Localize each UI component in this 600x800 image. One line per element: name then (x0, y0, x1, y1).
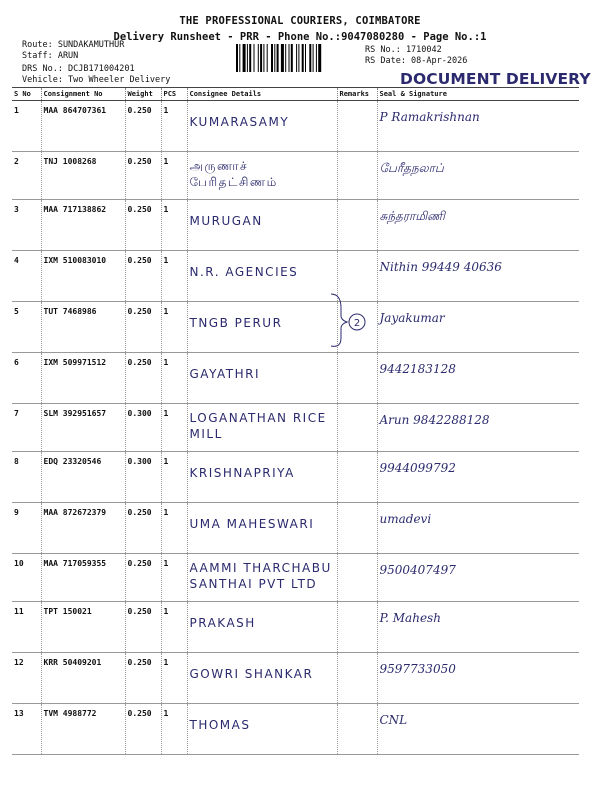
row-consignment-no: MAA 717138862 (41, 200, 125, 251)
row-signature: Jayakumar (377, 302, 579, 353)
rs-number: RS No.: 1710042 (365, 45, 442, 55)
drs-number: DRS No.: DCJB171004201 (22, 64, 135, 74)
row-remarks (337, 353, 377, 404)
row-signature: P Ramakrishnan (377, 101, 579, 152)
row-weight: 0.250 (125, 152, 161, 200)
table-header-row (12, 88, 579, 101)
table-row (12, 302, 579, 353)
row-signature: 9597733050 (377, 653, 579, 704)
rs-date: RS Date: 08-Apr-2026 (365, 56, 468, 66)
row-consignment-no: IXM 509971512 (41, 353, 125, 404)
runsheet-table (12, 87, 579, 755)
row-sno: 1 (12, 101, 41, 152)
col-consignee: Consignee Details (187, 88, 337, 101)
row-remarks (337, 653, 377, 704)
row-pcs: 1 (161, 200, 187, 251)
row-weight: 0.300 (125, 404, 161, 452)
table-row (12, 602, 579, 653)
row-consignment-no: MAA 864707361 (41, 101, 125, 152)
bracket-note: 2 (353, 318, 361, 329)
row-weight: 0.250 (125, 101, 161, 152)
table-row (12, 503, 579, 554)
row-pcs: 1 (161, 404, 187, 452)
table-row (12, 704, 579, 755)
row-remarks (337, 404, 377, 452)
table-row (12, 152, 579, 200)
row-consignment-no: TUT 7468986 (41, 302, 125, 353)
row-signature: 9944099792 (377, 452, 579, 503)
row-sno: 11 (12, 602, 41, 653)
row-weight: 0.300 (125, 452, 161, 503)
row-pcs: 1 (161, 653, 187, 704)
table-row (12, 653, 579, 704)
table-row (12, 554, 579, 602)
row-consignee: AAMMI THARCHABU SANTHAI PVT LTD (187, 554, 337, 602)
row-sno: 12 (12, 653, 41, 704)
row-remarks (337, 200, 377, 251)
row-signature: 9500407497 (377, 554, 579, 602)
row-remarks (337, 503, 377, 554)
row-signature: பேரீதநலாப் (377, 152, 579, 200)
row-consignment-no: TPT 150021 (41, 602, 125, 653)
row-weight: 0.250 (125, 353, 161, 404)
col-pcs: PCS (161, 88, 187, 101)
row-consignment-no: MAA 872672379 (41, 503, 125, 554)
row-pcs: 1 (161, 302, 187, 353)
row-sno: 5 (12, 302, 41, 353)
barcode (236, 44, 358, 72)
row-consignment-no: KRR 50409201 (41, 653, 125, 704)
table-row (12, 200, 579, 251)
col-consignment: Consignment No (41, 88, 125, 101)
row-signature: சுந்தராமிணி (377, 200, 579, 251)
row-remarks (337, 602, 377, 653)
row-signature: umadevi (377, 503, 579, 554)
row-consignee: GOWRI SHANKAR (187, 653, 337, 704)
row-signature: CNL (377, 704, 579, 755)
row-sno: 6 (12, 353, 41, 404)
row-consignee: THOMAS (187, 704, 337, 755)
row-sno: 8 (12, 452, 41, 503)
row-signature: Nithin 99449 40636 (377, 251, 579, 302)
row-sno: 7 (12, 404, 41, 452)
row-consignee: PRAKASH (187, 602, 337, 653)
row-consignment-no: EDQ 23320546 (41, 452, 125, 503)
row-signature: P. Mahesh (377, 602, 579, 653)
row-pcs: 1 (161, 452, 187, 503)
row-consignee: TNGB PERUR (187, 302, 337, 353)
row-sno: 9 (12, 503, 41, 554)
row-weight: 0.250 (125, 704, 161, 755)
row-consignee: N.R. AGENCIES (187, 251, 337, 302)
row-pcs: 1 (161, 152, 187, 200)
row-remarks (337, 554, 377, 602)
row-signature: Arun 9842288128 (377, 404, 579, 452)
row-remarks (337, 152, 377, 200)
row-sno: 4 (12, 251, 41, 302)
runsheet-subtitle: Delivery Runsheet - PRR - Phone No.:9047080280 - Page No.:1 (113, 31, 487, 43)
row-weight: 0.250 (125, 602, 161, 653)
row-pcs: 1 (161, 353, 187, 404)
company-title: THE PROFESSIONAL COURIERS, COIMBATORE (179, 15, 421, 27)
row-consignment-no: IXM 510083010 (41, 251, 125, 302)
row-pcs: 1 (161, 554, 187, 602)
row-consignee: MURUGAN (187, 200, 337, 251)
row-pcs: 1 (161, 101, 187, 152)
row-sno: 2 (12, 152, 41, 200)
staff-label: Staff: ARUN (22, 51, 79, 61)
table-row (12, 101, 579, 152)
row-pcs: 1 (161, 602, 187, 653)
row-remarks (337, 101, 377, 152)
row-consignment-no: TNJ 1008268 (41, 152, 125, 200)
row-sno: 10 (12, 554, 41, 602)
row-consignee: KUMARASAMY (187, 101, 337, 152)
document-delivery-stamp: DOCUMENT DELIVERY (400, 70, 591, 88)
table-row (12, 404, 579, 452)
row-sno: 13 (12, 704, 41, 755)
row-weight: 0.250 (125, 554, 161, 602)
row-weight: 0.250 (125, 251, 161, 302)
row-consignment-no: MAA 717059355 (41, 554, 125, 602)
row-consignee: அருணாச் பேரிதட்சிணம் (187, 152, 337, 200)
row-remarks (337, 452, 377, 503)
table-row (12, 251, 579, 302)
row-pcs: 1 (161, 503, 187, 554)
table-row (12, 452, 579, 503)
col-weight: Weight (125, 88, 161, 101)
row-weight: 0.250 (125, 653, 161, 704)
row-consignment-no: SLM 392951657 (41, 404, 125, 452)
row-remarks (337, 704, 377, 755)
col-sno: S No (12, 88, 41, 101)
row-pcs: 1 (161, 704, 187, 755)
row-consignment-no: TVM 4988772 (41, 704, 125, 755)
table-row (12, 353, 579, 404)
route-label: Route: SUNDAKAMUTHUR (22, 40, 125, 50)
col-signature: Seal & Signature (377, 88, 579, 101)
row-weight: 0.250 (125, 302, 161, 353)
row-consignee: UMA MAHESWARI (187, 503, 337, 554)
row-consignee: LOGANATHAN RICE MILL (187, 404, 337, 452)
row-pcs: 1 (161, 251, 187, 302)
grouping-bracket (323, 290, 383, 350)
row-weight: 0.250 (125, 200, 161, 251)
row-signature: 9442183128 (377, 353, 579, 404)
row-consignee: KRISHNAPRIYA (187, 452, 337, 503)
col-remarks: Remarks (337, 88, 377, 101)
row-weight: 0.250 (125, 503, 161, 554)
vehicle-label: Vehicle: Two Wheeler Delivery (22, 75, 171, 85)
row-sno: 3 (12, 200, 41, 251)
row-consignee: GAYATHRI (187, 353, 337, 404)
